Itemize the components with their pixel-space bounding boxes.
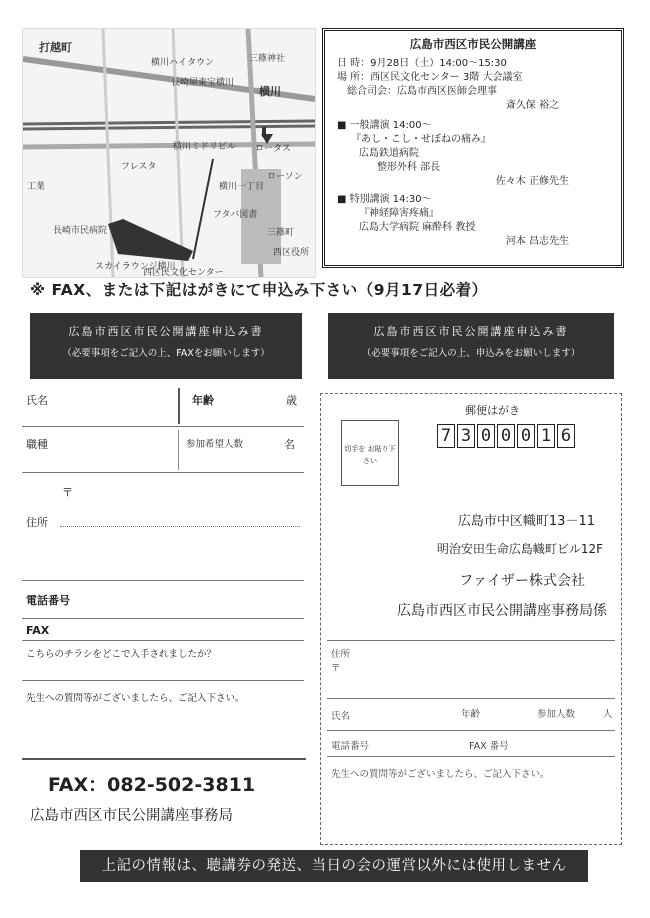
postcard-postal-mark: 〒: [331, 663, 341, 674]
postcard-form-title: 広島市西区市民公開講座申込み書: [373, 325, 569, 338]
divider: [327, 730, 615, 731]
lecture2-time: ■ 特別講演 14:30～: [337, 194, 432, 205]
map-label: ローソン: [267, 172, 303, 182]
fax-number: FAX：082-502-3811: [48, 774, 256, 796]
office-name: 広島市西区市民公開講座事務局: [30, 808, 233, 824]
map-label: 横川: [259, 85, 281, 98]
lecture-title: 広島市西区市民公開講座: [409, 37, 537, 51]
postcard-label: 郵便はがき: [465, 404, 520, 417]
lecture2-title: 『神経障害疼痛』: [359, 208, 439, 219]
application-notice: ※ FAX、または下記はがきにて申込み下さい（9月17日必着）: [30, 281, 488, 299]
fax-form-header: [30, 313, 302, 379]
fax-form-instructions: （必要事項をご記入の上、FAXをお願いします）: [62, 348, 270, 359]
divider: [22, 580, 304, 581]
map-label: 三篠町: [267, 228, 295, 238]
map-label: 横川ミドリビル: [173, 142, 237, 152]
fax-question-label: 先生への質問等がございましたら、ご記入下さい。: [26, 693, 245, 704]
postcard-question-label: 先生への質問等がございましたら、ご記入下さい。: [331, 769, 550, 780]
lecture-mc: 総合司会：広島市西区医師会理事: [347, 86, 497, 97]
divider: [327, 640, 615, 641]
postal-digit: 0: [497, 424, 515, 448]
divider: [22, 426, 304, 427]
divider: [327, 698, 615, 699]
divider: [22, 758, 306, 760]
fax-address-label: 住所: [26, 516, 48, 529]
postcard-count-unit: 人: [603, 709, 613, 720]
lecture1-name: 佐々木 正修先生: [495, 176, 569, 187]
postcard-address-label: 住所: [331, 649, 351, 660]
postal-digit: 1: [537, 424, 555, 448]
map-label: 三篠神社: [249, 54, 286, 64]
divider: [327, 756, 615, 757]
recipient-address-1: 広島市中区幟町13－11: [457, 514, 595, 529]
stamp-box: 切手を お貼り下さい: [341, 420, 399, 486]
lecture1-time: ■ 一般講演 14:00～: [337, 120, 432, 131]
postcard-name-label: 氏名: [331, 711, 351, 722]
map-label: 西区民文化センター: [143, 268, 224, 278]
postal-digit: 0: [477, 424, 495, 448]
map-label: ロータス: [255, 144, 292, 154]
access-map: [22, 28, 316, 278]
lecture-date: 日 時：9月28日（土）14:00～15:30: [337, 58, 507, 69]
fax-count-label: 参加希望人数: [186, 439, 244, 450]
fax-count-unit: 名: [284, 438, 295, 451]
divider: [22, 472, 304, 473]
map-label: フタバ図書: [213, 210, 258, 220]
lecture1-org: 広島鉄道病院: [359, 148, 419, 159]
privacy-footer: 上記の情報は、聴講券の発送、当日の会の運営以外には使用しません: [80, 850, 588, 882]
postal-code: [437, 424, 575, 448]
recipient-company: ファイザー株式会社: [459, 573, 585, 589]
postcard-count-label: 参加人数: [537, 709, 576, 720]
map-label: スカイラウンジ横川: [95, 262, 176, 272]
fax-postal-mark: 〒: [62, 486, 73, 499]
fax-age-unit: 歳: [286, 394, 297, 407]
lecture-info-box: [322, 28, 624, 268]
lecture2-org: 広島大学病院 麻酔科 教授: [359, 222, 476, 233]
recipient-address-2: 明治安田生命広島幟町ビル12F: [436, 542, 603, 556]
lecture1-dept: 整形外科 部長: [377, 162, 441, 173]
fax-source-question: こちらのチラシをどこで入手されましたか？: [26, 649, 217, 660]
lecture-place: 場 所：西区民文化センター 3階 大会議室: [337, 72, 523, 83]
fax-job-label: 職種: [26, 438, 48, 451]
fax-fax-label: FAX: [26, 624, 50, 637]
lecture2-name: 河本 昌志先生: [505, 236, 569, 247]
lecture1-title: 『あし・こし・せぼねの痛み』: [351, 134, 491, 145]
fax-form-title: 広島市西区市民公開講座申込み書: [68, 325, 264, 338]
map-label: フレスタ: [121, 162, 157, 172]
fax-phone-label: 電話番号: [26, 594, 70, 607]
fax-age-label: 年齢: [192, 394, 214, 407]
divider: [22, 640, 304, 641]
divider: [22, 680, 304, 681]
postcard-form-header: [328, 313, 614, 379]
postcard-form-instructions: （必要事項をご記入の上、申込みをお願いします）: [361, 348, 581, 359]
fax-name-label: 氏名: [26, 394, 48, 407]
postcard-phone-label: 電話番号: [331, 741, 370, 752]
map-label: 横川ハイタウン: [151, 58, 215, 68]
map-label: 横川一丁目: [219, 182, 265, 192]
postal-digit: 6: [557, 424, 575, 448]
postal-digit: 0: [517, 424, 535, 448]
map-label: 西区役所: [273, 248, 310, 258]
postal-digit: 7: [437, 424, 455, 448]
postcard: [320, 393, 622, 845]
recipient-department: 広島市西区市民公開講座事務局係: [397, 603, 607, 619]
address-line[interactable]: [60, 526, 300, 527]
map-label: 打越町: [39, 41, 72, 54]
map-label: 長崎屋東宝横川: [171, 78, 235, 88]
postcard-age-label: 年齢: [461, 709, 481, 720]
lecture-mc-name: 斎久保 裕之: [505, 100, 559, 111]
postcard-fax-label: FAX 番号: [469, 741, 509, 752]
map-label: 長崎市民病院: [53, 226, 108, 236]
postal-digit: 3: [457, 424, 475, 448]
map-label: 工業: [27, 182, 46, 192]
divider: [22, 618, 304, 619]
divider: [178, 388, 180, 424]
divider: [178, 430, 179, 470]
